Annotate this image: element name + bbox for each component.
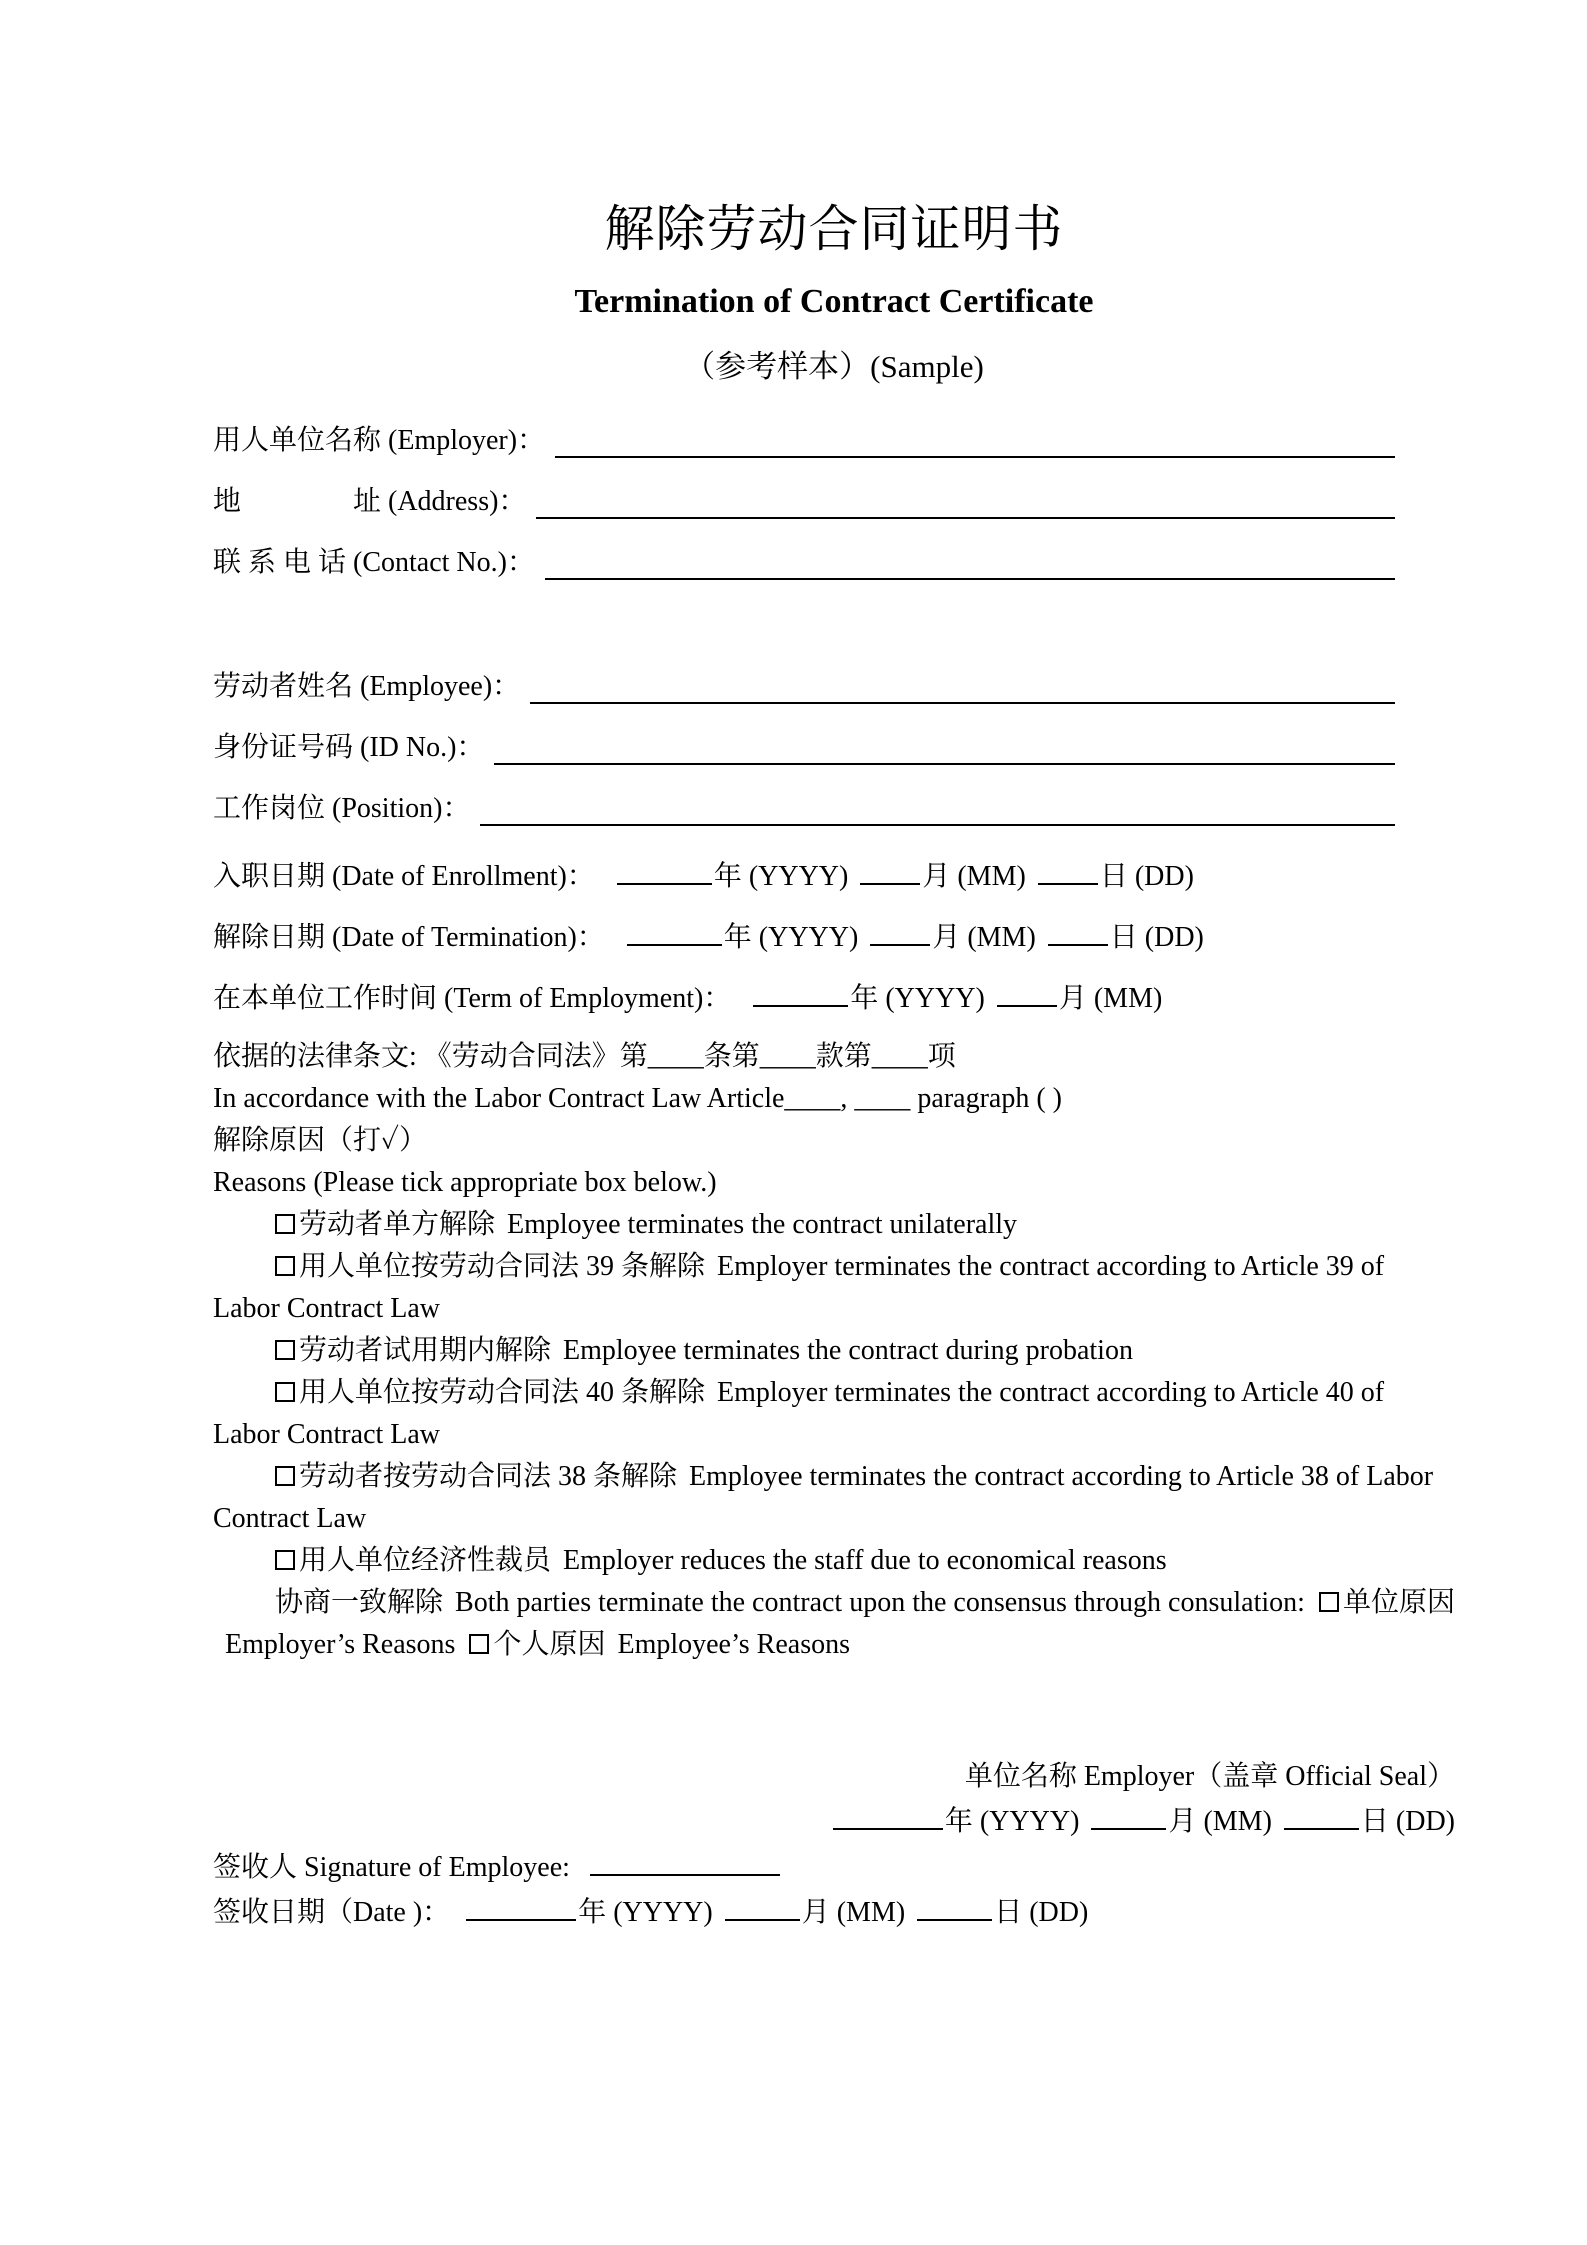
reason-option-5 bbox=[213, 1456, 1455, 1540]
employee-field-row bbox=[213, 670, 1455, 704]
day-unit-label: 日 (DD) bbox=[1099, 861, 1194, 892]
signature-blank[interactable] bbox=[590, 1844, 780, 1876]
sign-date-day-blank[interactable] bbox=[917, 1889, 992, 1921]
employee-reasons-en: Employee’s Reasons bbox=[617, 1629, 850, 1660]
year-unit-label: 年 (YYYY) bbox=[944, 1806, 1080, 1837]
id-blank-field[interactable] bbox=[494, 733, 1395, 765]
sign-date-label: 签收日期（Date )： bbox=[213, 1897, 451, 1928]
reason-5-zh: 劳动者按劳动合同法 38 条解除 bbox=[299, 1461, 678, 1492]
reasons-heading-en: Reasons (Please tick appropriate box below.) bbox=[213, 1167, 717, 1198]
month-unit-label: 月 (MM) bbox=[1168, 1806, 1272, 1837]
checkbox-employer-reasons[interactable] bbox=[1319, 1592, 1339, 1612]
day-unit-label: 日 (DD) bbox=[1360, 1806, 1455, 1837]
checkbox-reason-1[interactable] bbox=[275, 1214, 295, 1234]
seal-year-blank[interactable] bbox=[833, 1798, 943, 1830]
enrollment-day-blank[interactable] bbox=[1038, 853, 1098, 885]
seal-day-blank[interactable] bbox=[1284, 1798, 1359, 1830]
termination-date-row bbox=[213, 914, 1455, 953]
reason-3-en: Employee terminates the contract during probation bbox=[563, 1335, 1133, 1366]
enrollment-date-row bbox=[213, 853, 1455, 892]
checkbox-reason-6[interactable] bbox=[275, 1550, 295, 1570]
employee-reasons-zh: 个人原因 bbox=[493, 1629, 606, 1660]
employer-reasons-zh: 单位原因 bbox=[1342, 1587, 1455, 1618]
legal-basis-line-zh: 依据的法律条文: 《劳动合同法》第____条第____款第____项 bbox=[213, 1041, 956, 1072]
reason-6-en: Employer reduces the staff due to economical reasons bbox=[563, 1545, 1167, 1576]
page-title-english: Termination of Contract Certificate bbox=[574, 283, 1094, 320]
sign-date-month-blank[interactable] bbox=[725, 1889, 800, 1921]
enrollment-label: 入职日期 (Date of Enrollment)： bbox=[213, 861, 595, 892]
year-unit-label: 年 (YYYY) bbox=[713, 861, 849, 892]
termination-year-blank[interactable] bbox=[627, 914, 722, 946]
employee-label: 劳动者姓名 (Employee)： bbox=[213, 671, 521, 702]
legal-and-reasons-section bbox=[213, 1036, 1455, 1666]
checkbox-reason-4[interactable] bbox=[275, 1382, 295, 1402]
reason-1-zh: 劳动者单方解除 bbox=[299, 1209, 496, 1240]
reason-option-1 bbox=[213, 1204, 1455, 1246]
day-unit-label: 日 (DD) bbox=[994, 1897, 1089, 1928]
month-unit-label: 月 (MM) bbox=[932, 922, 1036, 953]
employer-reasons-en: Employer’s Reasons bbox=[225, 1629, 456, 1660]
term-of-employment-row bbox=[213, 975, 1455, 1014]
month-unit-label: 月 (MM) bbox=[922, 861, 1026, 892]
legal-basis-line-en: In accordance with the Labor Contract Law Article____, ____ paragraph ( ) bbox=[213, 1083, 1062, 1114]
form-fields bbox=[213, 424, 1455, 1014]
term-label: 在本单位工作时间 (Term of Employment)： bbox=[213, 983, 732, 1014]
employee-signature-block bbox=[213, 1844, 1455, 1934]
checkbox-reason-2[interactable] bbox=[275, 1256, 295, 1276]
position-blank-field[interactable] bbox=[480, 794, 1395, 826]
employee-blank-field[interactable] bbox=[530, 672, 1395, 704]
year-unit-label: 年 (YYYY) bbox=[850, 983, 985, 1014]
termination-day-blank[interactable] bbox=[1048, 914, 1108, 946]
seal-month-blank[interactable] bbox=[1091, 1798, 1166, 1830]
enrollment-year-blank[interactable] bbox=[617, 853, 712, 885]
page-subtitle: （参考样本）(Sample) bbox=[684, 349, 984, 384]
reason-option-3 bbox=[213, 1330, 1455, 1372]
address-blank-field[interactable] bbox=[536, 487, 1395, 519]
position-field-row bbox=[213, 792, 1455, 826]
id-label: 身份证号码 (ID No.)： bbox=[213, 732, 485, 763]
consensus-en: Both parties terminate the contract upon the consensus through consulation: bbox=[455, 1587, 1305, 1618]
reason-5-en: Employee terminates the contract according to Article 38 of Labor Contract Law bbox=[213, 1461, 1434, 1534]
seal-line: 单位名称 Employer（盖章 Official Seal） bbox=[964, 1761, 1455, 1792]
reason-3-zh: 劳动者试用期内解除 bbox=[299, 1335, 552, 1366]
termination-label: 解除日期 (Date of Termination)： bbox=[213, 922, 605, 953]
consensus-zh: 协商一致解除 bbox=[275, 1587, 444, 1618]
employer-field-row bbox=[213, 424, 1455, 458]
reason-2-zh: 用人单位按劳动合同法 39 条解除 bbox=[299, 1251, 706, 1282]
reasons-heading-zh: 解除原因（打✓） bbox=[213, 1125, 428, 1156]
year-unit-label: 年 (YYYY) bbox=[723, 922, 859, 953]
month-unit-label: 月 (MM) bbox=[1058, 983, 1163, 1014]
day-unit-label: 日 (DD) bbox=[1109, 922, 1204, 953]
reason-1-en: Employee terminates the contract unilaterally bbox=[507, 1209, 1018, 1240]
checkbox-reason-5[interactable] bbox=[275, 1466, 295, 1486]
sign-date-row bbox=[213, 1889, 1455, 1934]
id-field-row bbox=[213, 731, 1455, 765]
employer-blank-field[interactable] bbox=[555, 426, 1395, 458]
reason-option-6 bbox=[213, 1540, 1455, 1582]
signature-row bbox=[213, 1844, 1455, 1889]
enrollment-month-blank[interactable] bbox=[860, 853, 920, 885]
year-unit-label: 年 (YYYY) bbox=[578, 1897, 713, 1928]
reason-option-4 bbox=[213, 1372, 1455, 1456]
reason-4-zh: 用人单位按劳动合同法 40 条解除 bbox=[299, 1377, 706, 1408]
employer-label: 用人单位名称 (Employer)： bbox=[213, 425, 546, 456]
term-year-blank[interactable] bbox=[753, 975, 848, 1007]
seal-date-row bbox=[213, 1798, 1455, 1844]
page-title: 解除劳动合同证明书 bbox=[604, 201, 1064, 257]
address-label: 地 址 (Address)： bbox=[213, 486, 527, 517]
term-month-blank[interactable] bbox=[997, 975, 1057, 1007]
position-label: 工作岗位 (Position)： bbox=[213, 793, 471, 824]
address-field-row bbox=[213, 485, 1455, 519]
reason-6-zh: 用人单位经济性裁员 bbox=[299, 1545, 552, 1576]
month-unit-label: 月 (MM) bbox=[801, 1897, 906, 1928]
contact-label: 联 系 电 话 (Contact No.)： bbox=[213, 547, 535, 578]
contact-blank-field[interactable] bbox=[545, 548, 1395, 580]
checkbox-employee-reasons[interactable] bbox=[469, 1634, 489, 1654]
reason-2-en: Employer terminates the contract according to Article 39 of Labor Contract Law bbox=[213, 1251, 1385, 1324]
reason-4-en: Employer terminates the contract according to Article 40 of Labor Contract Law bbox=[213, 1377, 1385, 1450]
checkbox-reason-3[interactable] bbox=[275, 1340, 295, 1360]
contact-field-row bbox=[213, 546, 1455, 580]
employer-seal-block bbox=[213, 1756, 1455, 1844]
sign-date-year-blank[interactable] bbox=[466, 1889, 576, 1921]
reason-option-2 bbox=[213, 1246, 1455, 1330]
signature-label: 签收人 Signature of Employee: bbox=[213, 1852, 570, 1883]
termination-month-blank[interactable] bbox=[870, 914, 930, 946]
consensus-line bbox=[213, 1582, 1455, 1666]
